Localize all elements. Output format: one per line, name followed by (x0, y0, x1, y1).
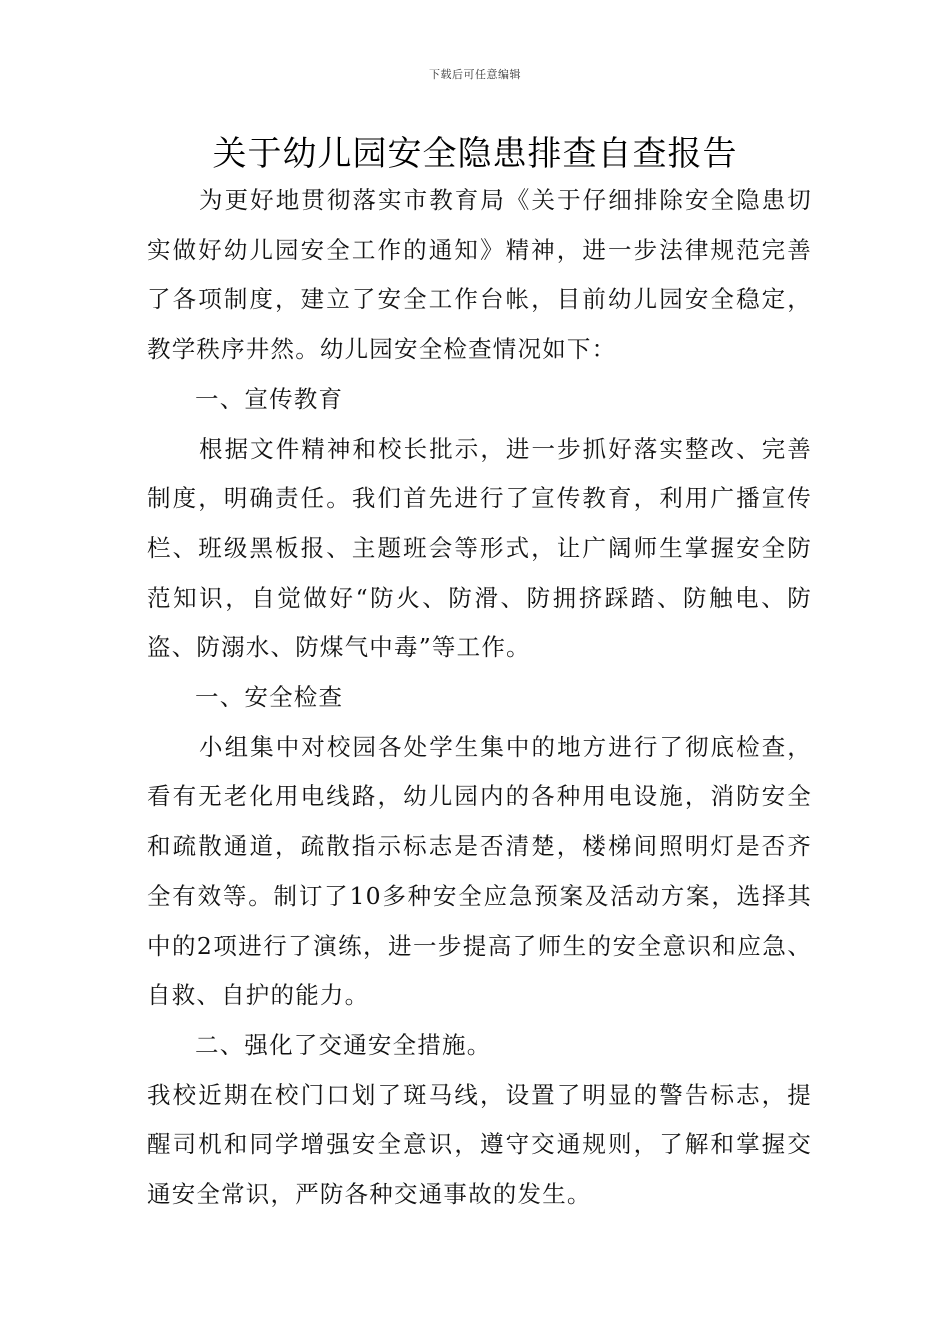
inspection-paragraph: 小组集中对校园各处学生集中的地方进行了彻底检查，看有无老化用电线路，幼儿园内的各种用电设施，消防安全和疏散通道，疏散指示标志是否清楚，楼梯间照明灯是否齐全有效等。制订了10多种安全应急预案及活动方案，选择其中的2项进行了演练，进一步提高了师生的安全意识和应急、自救、自护的能力。 (147, 732, 812, 1010)
section-heading-publicity: 一、宣传教育 (195, 384, 344, 413)
intro-paragraph: 为更好地贯彻落实市教育局《关于仔细排除安全隐患切实做好幼儿园安全工作的通知》精神，进一步法律规范完善了各项制度，建立了安全工作台帐，目前幼儿园安全稳定，教学秩序井然。幼儿园安全检查情况如下： (147, 186, 812, 364)
section-heading-inspection: 一、安全检查 (195, 683, 344, 712)
publicity-paragraph: 根据文件精神和校长批示，进一步抓好落实整改、完善制度，明确责任。我们首先进行了宣传教育，利用广播宣传栏、班级黑板报、主题班会等形式，让广阔师生掌握安全防范知识，自觉做好“防火、防滑、防拥挤踩踏、防触电、防盗、防溺水、防煤气中毒”等工作。 (147, 434, 812, 662)
section-heading-traffic: 二、强化了交通安全措施。 (195, 1030, 492, 1059)
header-note: 下载后可任意编辑 (429, 68, 521, 81)
document-title: 关于幼儿园安全隐患排查自查报告 (212, 134, 738, 174)
document-body (147, 176, 812, 1220)
traffic-paragraph: 我校近期在校门口划了斑马线，设置了明显的警告标志，提醒司机和同学增强安全意识，遵守交通规则，了解和掌握交通安全常识，严防各种交通事故的发生。 (147, 1080, 812, 1209)
